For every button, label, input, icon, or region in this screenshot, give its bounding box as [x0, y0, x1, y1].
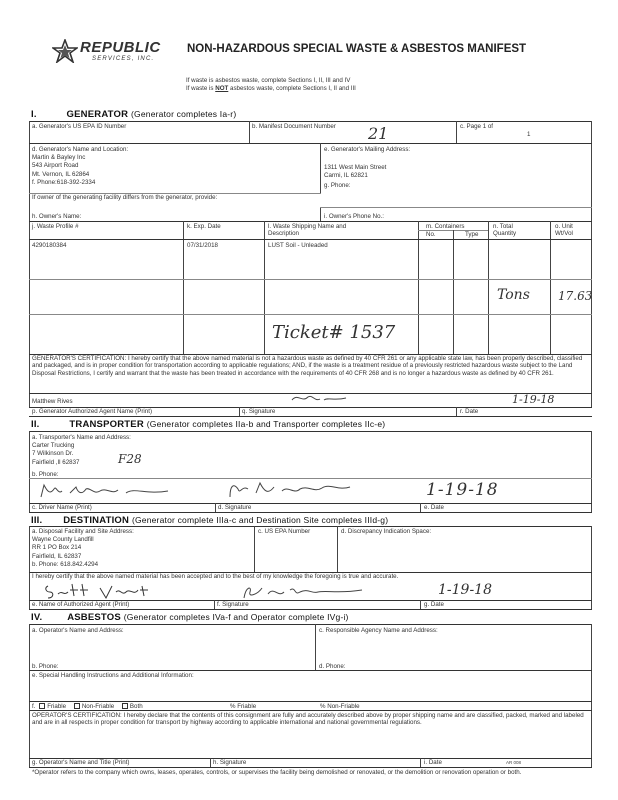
- transporter-name-label: a. Transporter's Name and Address:: [32, 434, 131, 441]
- generator-location-label: d. Generator's Name and Location:: [32, 146, 129, 153]
- section-note: (Generator completes IIa-b and Transporter completes IIc-e): [146, 419, 386, 429]
- generator-location-lines: [32, 154, 95, 187]
- instruction-suffix: asbestos waste, complete Sections I, II and III: [228, 85, 356, 92]
- nonfriable-option-label: Non-Friable: [81, 703, 115, 710]
- page-total-value: 1: [527, 131, 531, 138]
- generator-signature: [290, 391, 350, 405]
- republic-logo: [52, 38, 172, 68]
- col-total-quantity-l1: n. Total: [493, 223, 513, 230]
- generator-location-line: Mt. Vernon, IL 62864: [32, 170, 90, 178]
- page-of-label: c. Page 1 of: [460, 123, 494, 130]
- generator-date-label: r. Date: [460, 408, 479, 415]
- generator-agent-name-value: Matthew Rives: [32, 398, 73, 405]
- disposal-facility-line: RR 1 PO Box 214: [32, 544, 82, 552]
- friable-checkbox[interactable]: [39, 703, 45, 709]
- col-unit-wtvol: [555, 223, 573, 238]
- dest-agent-name-handwritten: [42, 580, 162, 602]
- logo-star-icon: [52, 39, 78, 63]
- logo-wordmark: REPUBLIC: [80, 39, 161, 56]
- shipping-name-value: LUST Soil - Unleaded: [268, 242, 328, 249]
- section-note: (Generator complete IIIa-c and Destination Site completes IIId-g): [131, 515, 389, 525]
- transporter-phone-label: b. Phone:: [32, 471, 59, 478]
- col-waste-profile: j. Waste Profile #: [32, 223, 79, 230]
- disposal-facility-line: Wayne County Landfill: [32, 536, 94, 543]
- section-title: DESTINATION: [63, 515, 130, 526]
- nonfriable-checkbox[interactable]: [74, 703, 80, 709]
- both-option-label: Both: [129, 703, 143, 710]
- disposal-facility-line: Fairfield, IL 62837: [32, 552, 82, 560]
- manifest-number-label: b. Manifest Document Number: [252, 123, 336, 130]
- operator-title-label: g. Operator's Name and Title (Print): [32, 759, 130, 766]
- form-code: AR 008: [506, 760, 522, 765]
- driver-signature-label: d. Signature: [218, 504, 252, 511]
- col-containers-type: Type: [465, 231, 479, 238]
- both-checkbox[interactable]: [122, 703, 128, 709]
- operator-name-label: a. Operator's Name and Address:: [32, 627, 124, 634]
- waste-profile-value: 4290180384: [32, 242, 67, 249]
- owner-name-label: h. Owner's Name:: [32, 213, 82, 220]
- disposal-facility-lines: [32, 536, 98, 569]
- manifest-number-value: 21: [368, 124, 389, 143]
- disposal-facility-label: a. Disposal Facility and Site Address:: [32, 528, 134, 535]
- col-shipping-name-l2: Description: [268, 230, 299, 238]
- instruction-not: NOT: [215, 85, 229, 92]
- operator-date-label: i. Date: [424, 759, 442, 766]
- owner-differs-note: If owner of the generating facility differs from the generator, provide:: [32, 194, 218, 201]
- dest-date-handwritten: 1-19-18: [438, 582, 492, 598]
- section-title: GENERATOR: [66, 109, 129, 120]
- ticket-number-handwritten: Ticket# 1537: [272, 322, 396, 343]
- section-asbestos-heading: [31, 612, 349, 623]
- transporter-address-lines: [32, 442, 79, 466]
- discrepancy-label: d. Discrepancy Indication Space:: [341, 528, 432, 535]
- section-number: III.: [31, 515, 43, 526]
- operator-cert-label: OPERATOR'S CERTIFICATION:: [32, 712, 122, 719]
- generator-certification: [32, 355, 588, 377]
- section-title: TRANSPORTER: [69, 419, 144, 430]
- transporter-address-line: Fairfield ,Il 62837: [32, 458, 80, 466]
- transporter-address-line: Carter Trucking: [32, 442, 75, 449]
- transporter-date-label: e. Date: [424, 504, 444, 511]
- friable-option-label: Friable: [47, 703, 67, 710]
- section-generator-heading: [31, 109, 236, 120]
- operator-signature-label: h. Signature: [213, 759, 247, 766]
- owner-phone-label: i. Owner's Phone No.:: [324, 213, 384, 220]
- generator-agent-name-label: p. Generator Authorized Agent Name (Print): [32, 408, 153, 415]
- section-title: ASBESTOS: [67, 612, 121, 623]
- responsible-agency-label: c. Responsible Agency Name and Address:: [319, 627, 438, 634]
- generator-cert-label: GENERATOR'S CERTIFICATION:: [32, 355, 127, 362]
- dest-signature-label: f. Signature: [217, 601, 249, 608]
- friable-field-label: f.: [32, 703, 36, 710]
- generator-signature-label: q. Signature: [242, 408, 276, 415]
- driver-name-label: c. Driver Name (Print): [32, 504, 92, 511]
- disposal-facility-phone: b. Phone: 618.842.4294: [32, 561, 99, 569]
- mailing-address-label: e. Generator's Mailing Address:: [324, 146, 411, 153]
- section-number: IV.: [31, 612, 43, 623]
- col-shipping-name-l1: l. Waste Shipping Name and: [268, 223, 347, 230]
- col-containers-no: No.: [426, 231, 436, 238]
- exp-date-value: 07/31/2018: [187, 242, 218, 249]
- col-unit-wtvol-l2: Wt/Vol: [555, 230, 573, 238]
- section-number: I.: [31, 109, 37, 120]
- operator-footnote: *Operator refers to the company which owns, leases, operates, controls, or supervises the facility being demolished or renovated, or the demolition or renovation operation or both.: [32, 769, 522, 776]
- operator-cert-text: I hereby declare that the contents of this consignment are fully and accurately described above by proper shipping name and are classified, packed, marked and labeled and are in all respects in proper condition for transport by highway according to applicable international and national governmental regulations.: [32, 712, 584, 727]
- generator-date-handwritten: 1-19-18: [512, 393, 555, 406]
- mailing-address-line: Carmi, IL 62821: [324, 172, 368, 180]
- dest-agent-name-label: e. Name of Authorized Agent (Print): [32, 601, 130, 608]
- logo-subtitle: SERVICES, INC.: [92, 56, 155, 62]
- mailing-phone-label: g. Phone:: [324, 182, 351, 189]
- destination-certification: I hereby certify that the above named material has been accepted and to the best of my knowledge the foregoing is true and accurate.: [32, 573, 399, 580]
- generator-cert-text: I hereby certify that the above named material is not a hazardous waste as defined by 40 CFR 261 or any applicable state law, has been properly described, classified and packaged, and is in proper condition for transportation according to applicable regulations; AND, if the waste is a treatment residue of a previously restricted hazardous waste subject to the Land Disposal Restrictions, I certify and warrant that the waste has been treated in accordance with the requirements of 40 CFR 268 and is no longer a hazardous waste as defined by 40 CFR 261.: [32, 355, 583, 377]
- instruction-asbestos: If waste is asbestos waste, complete Sections I, II, III and IV: [186, 77, 351, 84]
- mailing-address-line: 1311 West Main Street: [324, 164, 387, 171]
- generator-location-line: 543 Airport Road: [32, 162, 79, 170]
- quantity-handwritten: 17.63: [558, 289, 593, 303]
- col-total-quantity: [493, 223, 516, 238]
- col-exp-date: k. Exp. Date: [187, 223, 221, 230]
- operator-certification: [32, 712, 588, 727]
- col-total-quantity-l2: Quantity: [493, 230, 517, 238]
- mailing-address-lines: [324, 164, 386, 180]
- dest-date-label: g. Date: [424, 601, 444, 608]
- dest-epa-number-label: c. US EPA Number: [258, 528, 311, 535]
- col-shipping-name: [268, 223, 346, 238]
- transporter-date-handwritten: 1-19-18: [426, 480, 499, 500]
- manifest-title: NON-HAZARDOUS SPECIAL WASTE & ASBESTOS MANIFEST: [187, 43, 527, 55]
- driver-signature: [226, 479, 356, 501]
- instruction-prefix: If waste is: [186, 85, 216, 92]
- special-handling-label: e. Special Handling Instructions and Additional Information:: [32, 672, 194, 679]
- section-note: (Generator completes Ia-r): [131, 109, 237, 119]
- percent-friable-label: % Friable: [230, 703, 257, 710]
- section-number: II.: [31, 419, 40, 430]
- section-note: (Generator completes IVa-f and Operator complete IVg-i): [123, 612, 349, 622]
- agency-phone-label: d. Phone:: [319, 663, 346, 670]
- transporter-address-line: 7 Wilkinson Dr.: [32, 450, 74, 458]
- driver-name-handwritten: [38, 481, 178, 501]
- truck-number-handwritten: F28: [118, 452, 142, 466]
- col-containers: m. Containers: [426, 223, 465, 230]
- section-destination-heading: [31, 515, 388, 526]
- operator-phone-label: b. Phone:: [32, 663, 59, 670]
- quantity-unit-handwritten: Tons: [497, 287, 530, 303]
- epa-id-label: a. Generator's US EPA ID Number: [32, 123, 127, 130]
- col-unit-wtvol-l1: o. Unit: [555, 223, 573, 230]
- dest-agent-signature: [238, 582, 368, 602]
- percent-nonfriable-label: % Non-Friable: [320, 703, 360, 710]
- generator-location-line: Martin & Bayley Inc: [32, 154, 86, 161]
- instruction-non-asbestos: [186, 85, 356, 92]
- section-transporter-heading: [31, 419, 385, 430]
- generator-phone: f. Phone:618-392-2334: [32, 179, 96, 187]
